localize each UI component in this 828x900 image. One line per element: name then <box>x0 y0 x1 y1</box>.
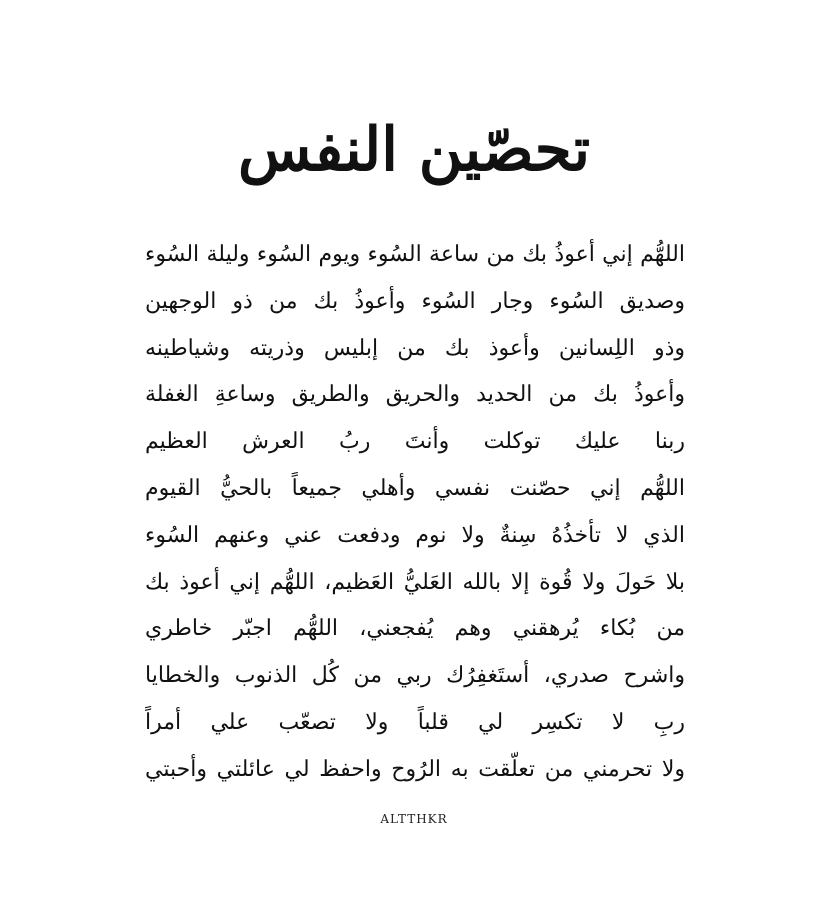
dua-line: بلا حَولَ ولا قُوة إلا بالله العَليُّ العَظيم، اللهُّم إني أعوذ بك <box>145 569 685 595</box>
dua-line: ربنا عليك توكلت وأنتَ ربُ العرش العظيم <box>145 429 685 455</box>
dua-line: وصديق السُوء وجار السُوء وأعوذُ بك من ذو الوجهين <box>145 288 685 314</box>
dua-line: ربِ لا تكسِر لي قلباً ولا تصعّب علي أمراً <box>145 709 685 735</box>
dua-line: اللهُّم إني حصّنت نفسي وأهلي جميعاً بالحيُّ القيوم <box>145 475 685 501</box>
dua-text <box>145 232 685 794</box>
dua-line: واشرح صدري، أستَغفِرُك ربي من كُل الذنوب والخطايا <box>145 663 685 689</box>
page-title: تحصّين النفس <box>237 115 591 185</box>
dua-line: وذو اللِسانين وأعوذ بك من إبليس وذريته وشياطينه <box>145 335 685 361</box>
dua-line: وأعوذُ بك من الحديد والحريق والطريق وساعةِ الغفلة <box>145 382 685 408</box>
dua-line: اللهُّم إني أعوذُ بك من ساعة السُوء ويوم السُوء وليلة السُوء <box>145 242 685 267</box>
dua-line: من بُكاء يُرهقني وهم يُفجعني، اللهُّم اجبّر خاطري <box>145 616 685 642</box>
dua-line: الذي لا تأخذُهُ سِنةٌ ولا نوم ودفعت عني وعنهم السُوء <box>145 522 685 548</box>
footer-brand: ALTTHKR <box>380 812 448 826</box>
dua-line: ولا تحرمني من تعلّقت به الرُوح واحفظ لي عائلتي وأحبتي <box>145 756 685 782</box>
